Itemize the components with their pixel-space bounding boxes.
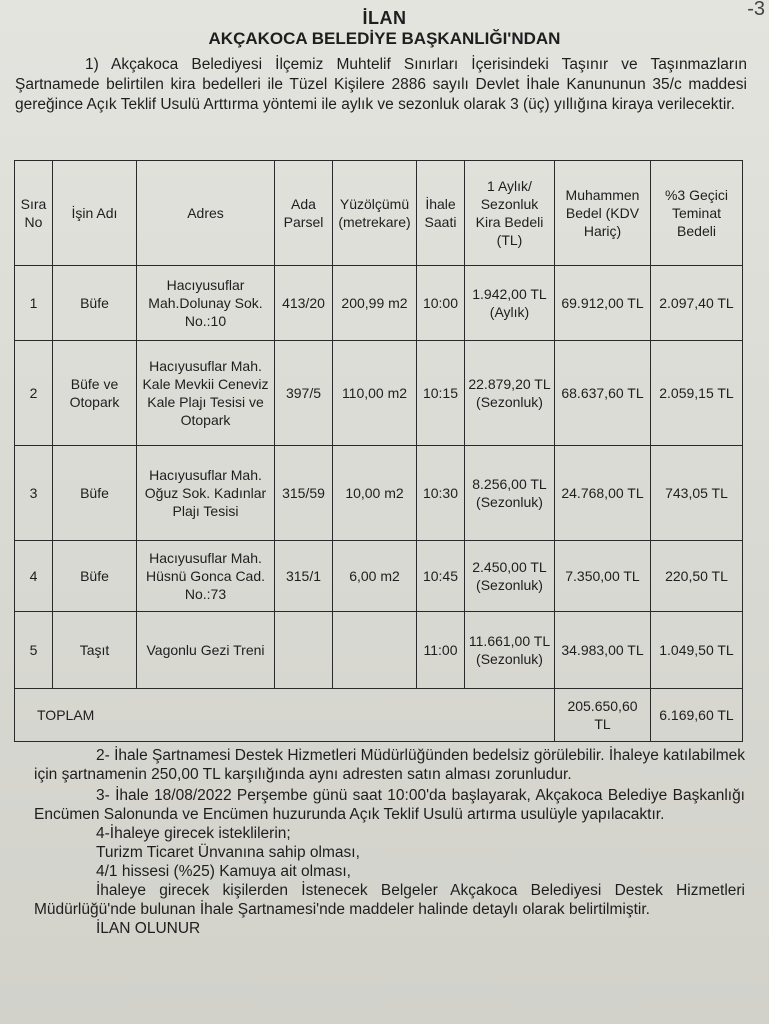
cell-adres: Hacıyusuflar Mah. Kale Mevkii Ceneviz Kale Plajı Tesisi ve Otopark: [137, 341, 275, 446]
tender-table: [14, 160, 743, 742]
paragraph-2: 2- İhale Şartnamesi Destek Hizmetleri Müdürlüğünden bedelsiz görülebilir. İhaleye katılabilmek için şartnamenin 250,00 TL karşılığında aynı adresten satın alması zorunludur.: [34, 747, 745, 783]
notice-subtitle: AKÇAKOCA BELEDİYE BAŞKANLIĞI'NDAN: [208, 29, 561, 48]
total-teminat: 6.169,60 TL: [651, 689, 743, 742]
total-muhammen: 205.650,60 TL: [555, 689, 651, 742]
table-row: [15, 446, 743, 541]
cell-yuzolcumu: 200,99 m2: [333, 266, 417, 341]
cell-teminat: 743,05 TL: [651, 446, 743, 541]
cell-sira: 1: [15, 266, 53, 341]
cell-muhammen: 7.350,00 TL: [555, 541, 651, 612]
header-ihale-saati: İhale Saati: [417, 161, 465, 266]
cell-ada-parsel: 315/59: [275, 446, 333, 541]
cell-teminat: 220,50 TL: [651, 541, 743, 612]
page-mark: -3: [747, 0, 765, 20]
table-row: [15, 541, 743, 612]
cell-ada-parsel: 413/20: [275, 266, 333, 341]
cell-kira: 11.661,00 TL (Sezonluk): [465, 612, 555, 689]
notice-title: İLAN: [362, 8, 407, 28]
total-label: TOPLAM: [15, 689, 555, 742]
table-row: [15, 341, 743, 446]
cell-teminat: 2.097,40 TL: [651, 266, 743, 341]
header-muhammen: Muhammen Bedel (KDV Hariç): [555, 161, 651, 266]
cell-saat: 11:00: [417, 612, 465, 689]
cell-ada-parsel: 397/5: [275, 341, 333, 446]
paragraph-4: 4-İhaleye girecek isteklilerin;: [96, 825, 291, 842]
header-kira-bedeli: 1 Aylık/ Sezonluk Kira Bedeli (TL): [465, 161, 555, 266]
cell-saat: 10:15: [417, 341, 465, 446]
header-sira: Sıra No: [15, 161, 53, 266]
notice-body: [34, 746, 745, 938]
cell-adres: Hacıyusuflar Mah.Dolunay Sok. No.:10: [137, 266, 275, 341]
cell-teminat: 2.059,15 TL: [651, 341, 743, 446]
paragraph-4a: Turizm Ticaret Ünvanına sahip olması,: [96, 844, 360, 861]
cell-kira: 2.450,00 TL (Sezonluk): [465, 541, 555, 612]
header-isin-adi: İşin Adı: [53, 161, 137, 266]
cell-yuzolcumu: [333, 612, 417, 689]
cell-muhammen: 24.768,00 TL: [555, 446, 651, 541]
header-adres: Adres: [137, 161, 275, 266]
cell-isin-adi: Büfe: [53, 446, 137, 541]
cell-yuzolcumu: 10,00 m2: [333, 446, 417, 541]
cell-isin-adi: Büfe: [53, 541, 137, 612]
cell-adres: Hacıyusuflar Mah. Oğuz Sok. Kadınlar Plajı Tesisi: [137, 446, 275, 541]
cell-kira: 8.256,00 TL (Sezonluk): [465, 446, 555, 541]
paragraph-4b: 4/1 hissesi (%25) Kamuya ait olması,: [96, 863, 351, 880]
cell-adres: Hacıyusuflar Mah. Hüsnü Gonca Cad. No.:73: [137, 541, 275, 612]
cell-isin-adi: Büfe ve Otopark: [53, 341, 137, 446]
cell-sira: 4: [15, 541, 53, 612]
cell-muhammen: 34.983,00 TL: [555, 612, 651, 689]
cell-adres: Vagonlu Gezi Treni: [137, 612, 275, 689]
total-row: [15, 689, 743, 742]
table-header-row: [15, 161, 743, 266]
intro-paragraph: 1) Akçakoca Belediyesi İlçemiz Muhtelif Sınırları İçerisindeki Taşınır ve Taşınmazların Şartnamede belirtilen kira bedelleri ile Tüzel Kişilere 2886 sayılı Devlet İhale Kanununun 35/c maddesi gereğince Açık Teklif Usulü Arttırma yöntemi ile aylık ve sezonluk olarak 3 (üç) yıllığına kiraya verilecektir.: [15, 56, 747, 113]
cell-teminat: 1.049,50 TL: [651, 612, 743, 689]
header-teminat: %3 Geçici Teminat Bedeli: [651, 161, 743, 266]
cell-sira: 2: [15, 341, 53, 446]
paragraph-3: 3- İhale 18/08/2022 Perşembe günü saat 10:00'da başlayarak, Akçakoca Belediye Başkanlığı Encümen Salonunda ve Encümen huzurunda Açık Teklif Usulü artırma usulüyle yapılacaktır.: [34, 787, 745, 823]
header-yuzolcumu: Yüzölçümü (metrekare): [333, 161, 417, 266]
cell-saat: 10:45: [417, 541, 465, 612]
cell-yuzolcumu: 110,00 m2: [333, 341, 417, 446]
table-row: [15, 266, 743, 341]
cell-saat: 10:00: [417, 266, 465, 341]
cell-ada-parsel: 315/1: [275, 541, 333, 612]
cell-isin-adi: Taşıt: [53, 612, 137, 689]
cell-kira: 1.942,00 TL (Aylık): [465, 266, 555, 341]
header-ada-parsel: Ada Parsel: [275, 161, 333, 266]
cell-muhammen: 69.912,00 TL: [555, 266, 651, 341]
cell-sira: 5: [15, 612, 53, 689]
cell-sira: 3: [15, 446, 53, 541]
cell-kira: 22.879,20 TL (Sezonluk): [465, 341, 555, 446]
cell-yuzolcumu: 6,00 m2: [333, 541, 417, 612]
table-row: [15, 612, 743, 689]
closing-text: İLAN OLUNUR: [96, 920, 201, 937]
cell-muhammen: 68.637,60 TL: [555, 341, 651, 446]
cell-saat: 10:30: [417, 446, 465, 541]
cell-ada-parsel: [275, 612, 333, 689]
cell-isin-adi: Büfe: [53, 266, 137, 341]
paragraph-5: İhaleye girecek kişilerden İstenecek Belgeler Akçakoca Belediyesi Destek Hizmetleri Müdürlüğü'nde bulunan İhale Şartnamesi'nde maddeler halinde detaylı olarak belirtilmiştir.: [34, 882, 745, 918]
